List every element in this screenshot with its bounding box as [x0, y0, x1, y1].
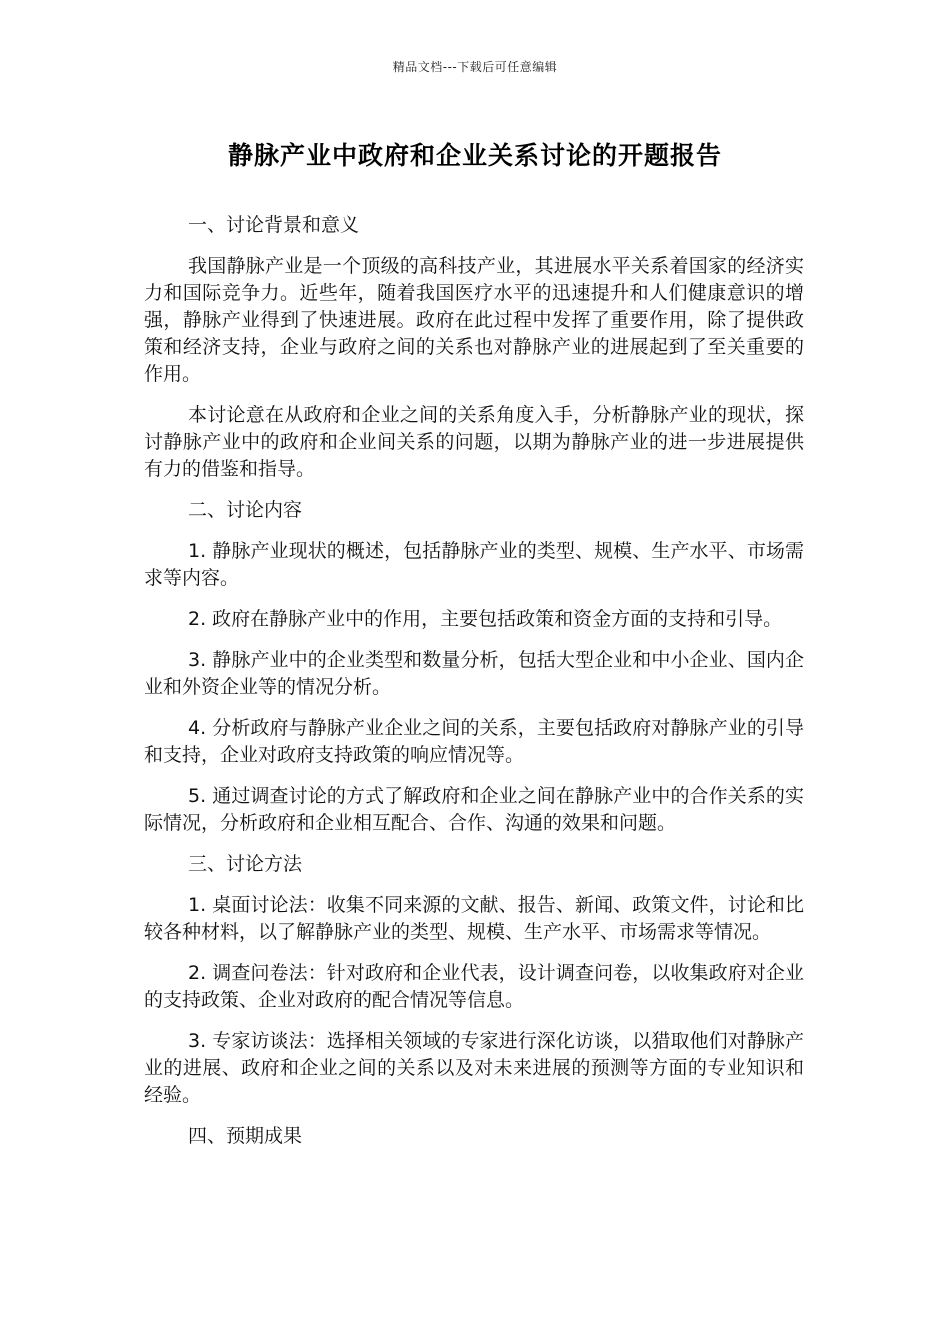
- content-item-2: 2. 政府在静脉产业中的作用，主要包括政策和资金方面的支持和引导。: [188, 608, 783, 630]
- background-paragraph-1: 我国静脉产业是一个顶级的高科技产业，其进展水平关系着国家的经济实力和国际竞争力。近些年，随着我国医疗水平的迅速提升和人们健康意识的增强，静脉产业得到了快速进展。政府在此过程中发挥了重要作用，除了提供政策和经济支持，企业与政府之间的关系也对静脉产业的进展起到了至关重要的作用。: [144, 255, 804, 385]
- header-note: 精品文档---下载后可任意编辑: [392, 60, 558, 74]
- background-paragraph-2: 本讨论意在从政府和企业之间的关系角度入手，分析静脉产业的现状，探讨静脉产业中的政府和企业间关系的问题，以期为静脉产业的进一步进展提供有力的借鉴和指导。: [144, 404, 804, 480]
- section-heading-background: 一、讨论背景和意义: [188, 214, 360, 236]
- document-title: 静脉产业中政府和企业关系讨论的开题报告: [227, 141, 722, 170]
- section-heading-results: 四、预期成果: [188, 1125, 303, 1147]
- content-item-3: 3. 静脉产业中的企业类型和数量分析，包括大型企业和中小企业、国内企业和外资企业等的情况分析。: [144, 649, 804, 698]
- method-item-1: 1. 桌面讨论法：收集不同来源的文献、报告、新闻、政策文件，讨论和比较各种材料，以了解静脉产业的类型、规模、生产水平、市场需求等情况。: [144, 894, 804, 943]
- document-body: [144, 212, 804, 1164]
- content-item-5: 5. 通过调查讨论的方式了解政府和企业之间在静脉产业中的合作关系的实际情况，分析政府和企业相互配合、合作、沟通的效果和问题。: [144, 785, 804, 834]
- section-heading-method: 三、讨论方法: [188, 853, 303, 875]
- method-item-2: 2. 调查问卷法：针对政府和企业代表，设计调查问卷，以收集政府对企业的支持政策、企业对政府的配合情况等信息。: [144, 962, 804, 1011]
- content-item-4: 4. 分析政府与静脉产业企业之间的关系，主要包括政府对静脉产业的引导和支持，企业对政府支持政策的响应情况等。: [144, 717, 804, 766]
- section-heading-content: 二、讨论内容: [188, 499, 303, 521]
- content-item-1: 1. 静脉产业现状的概述，包括静脉产业的类型、规模、生产水平、市场需求等内容。: [144, 540, 804, 589]
- method-item-3: 3. 专家访谈法：选择相关领域的专家进行深化访谈，以猎取他们对静脉产业的进展、政府和企业之间的关系以及对未来进展的预测等方面的专业知识和经验。: [144, 1030, 804, 1106]
